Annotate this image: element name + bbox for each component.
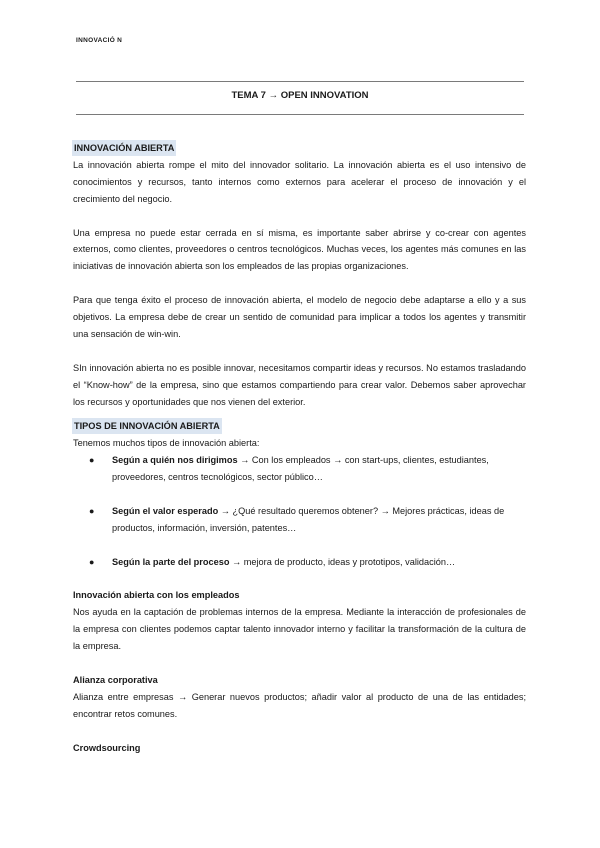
list-item	[73, 503, 526, 537]
bullet-icon: ●	[89, 556, 95, 567]
list-item-lead: Según el valor esperado	[112, 505, 219, 516]
list-item-text: → ¿Qué resultado queremos obtener? → Mejores prácticas, ideas de productos, información, inversión, patentes…	[112, 505, 505, 533]
running-header: INNOVACIÓ N	[76, 37, 123, 44]
section-heading-tipos: TIPOS DE INNOVACIÓN ABIERTA	[72, 418, 222, 434]
types-list	[73, 452, 526, 570]
bullet-icon: ●	[89, 455, 95, 466]
page-title: TEMA 7 → OPEN INNOVATION	[231, 90, 369, 101]
paragraph: Tenemos muchos tipos de innovación abierta:	[73, 438, 260, 449]
paragraph: Alianza entre empresas → Generar nuevos productos; añadir valor al producto de una de las entidades; encontrar retos comunes.	[73, 691, 526, 719]
list-item-text: → Con los empleados → con start-ups, clientes, estudiantes, proveedores, centros tecnológicos, sector público…	[112, 455, 489, 483]
subheading-crowdsourcing: Crowdsourcing	[73, 742, 141, 753]
list-item-text: → mejora de producto, ideas y prototipos, validación…	[229, 556, 456, 567]
paragraph: Nos ayuda en la captación de problemas internos de la empresa. Mediante la interacción de profesionales de la empresa con clientes podemos captar talento innovador interno y facilitar la transformación de la cultura de la empresa.	[73, 607, 526, 652]
list-item-lead: Según la parte del proceso	[112, 556, 230, 567]
subheading-empleados: Innovación abierta con los empleados	[73, 590, 240, 601]
section-heading-innovacion-abierta: INNOVACIÓN ABIERTA	[72, 140, 176, 156]
title-rule-bottom	[76, 114, 524, 115]
paragraph: SIn innovación abierta no es posible innovar, necesitamos compartir ideas y recursos. No estamos trasladando el “Know-how” de la empresa, sino que estamos compartiendo para crear valor. Debemos saber aprovechar los recursos y oportunidades que nos vienen del exterior.	[73, 362, 526, 407]
paragraph: Para que tenga éxito el proceso de innovación abierta, el modelo de negocio debe adaptarse a ello y a sus objetivos. La empresa debe de crear un sentido de comunidad para implicar a todos los agentes y transmitir una sensación de win-win.	[73, 295, 526, 339]
document-body	[73, 140, 526, 757]
list-item	[73, 554, 526, 571]
paragraph: Una empresa no puede estar cerrada en sí misma, es importante saber abrirse y co-crear con agentes externos, como clientes, proveedores o centros tecnológicos. Muchas veces, los agentes más comunes en las iniciativas de innovación abierta son los empleados de las propias organizaciones.	[73, 227, 526, 272]
paragraph: La innovación abierta rompe el mito del innovador solitario. La innovación abierta es el uso intensivo de conocimientos y recursos, tanto internos como externos para acelerar el proceso de innovación y el crecimiento del negocio.	[73, 159, 526, 204]
list-item-lead: Según a quién nos dirigimos	[112, 455, 238, 466]
subheading-alianza: Alianza corporativa	[73, 674, 158, 685]
list-item	[73, 452, 526, 486]
bullet-icon: ●	[89, 505, 95, 516]
title-rule-top	[76, 81, 524, 82]
